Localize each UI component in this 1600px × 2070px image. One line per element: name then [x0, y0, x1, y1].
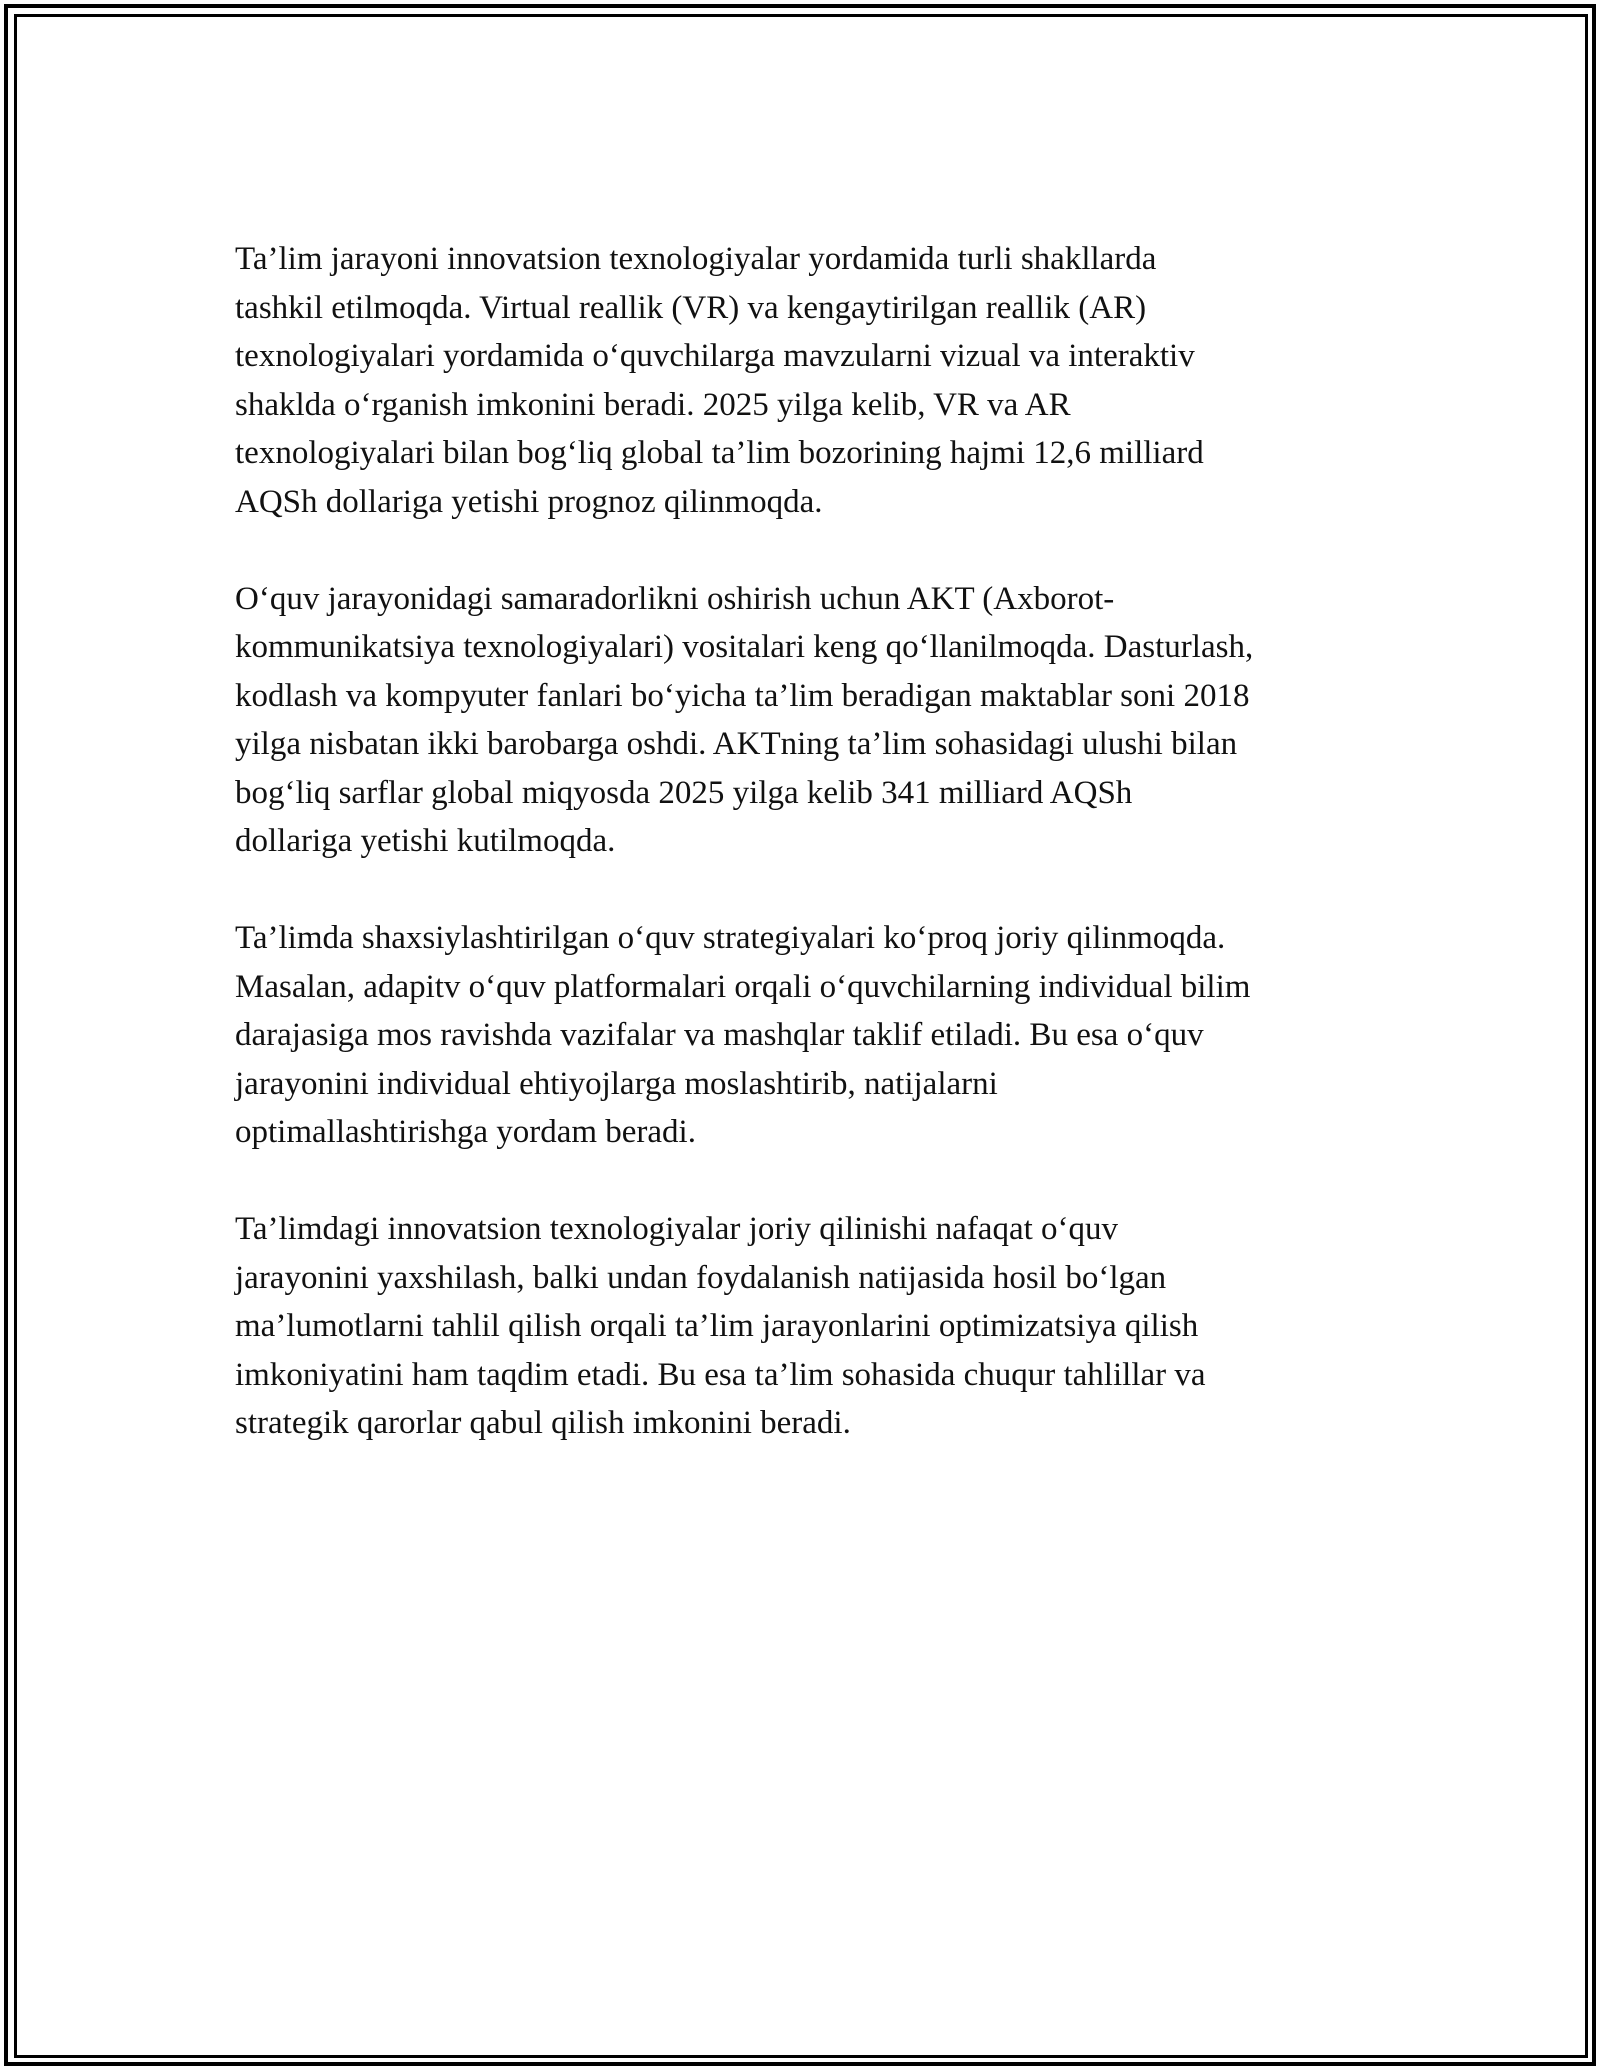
paragraph-data-analysis: Ta’limdagi innovatsion texnologiyalar joriy qilinishi nafaqat o‘quv jarayonini yaxshilash, balki undan foydalanish natijasida hosil bo‘lgan ma’lumotlarni tahlil qilish orqali ta’lim jarayonlarini optimizatsiya qilish imkoniyatini ham taqdim etadi. Bu esa ta’lim sohasida chuqur tahlillar va strategik qarorlar qabul qilish imkonini beradi.	[235, 1211, 1206, 1441]
paragraph-vr-ar: Ta’lim jarayoni innovatsion texnologiyalar yordamida turli shakllarda tashkil etilmoqda. Virtual reallik (VR) va kengaytirilgan reallik (AR) texnologiyalari yordamida o‘quvchilarga mavzularni vizual va interaktiv shaklda o‘rganish imkonini beradi. 2025 yilga kelib, VR va AR texnologiyalari bilan bog‘liq global ta’lim bozorining hajmi 12,6 milliard AQSh dollariga yetishi prognoz qilinmoqda.	[235, 241, 1204, 520]
paragraph-personalized-learning: Ta’limda shaxsiylashtirilgan o‘quv strategiyalari ko‘proq joriy qilinmoqda. Masalan, adapitv o‘quv platformalari orqali o‘quvchilarning individual bilim darajasiga mos ravishda vazifalar va mashqlar taklif etiladi. Bu esa o‘quv jarayonini individual ehtiyojlarga moslashtirib, natijalarni optimallashtirishga yordam beradi.	[235, 920, 1251, 1150]
paragraph-akt: O‘quv jarayonidagi samaradorlikni oshirish uchun AKT (Axborot- kommunikatsiya texnologiyalari) vositalari keng qo‘llanilmoqda. Dasturlash, kodlash va kompyuter fanlari bo‘yicha ta’lim beradigan maktablar soni 2018 yilga nisbatan ikki barobarga oshdi. AKTning ta’lim sohasidagi ulushi bilan bog‘liq sarflar global miqyosda 2025 yilga kelib 341 milliard AQSh dollariga yetishi kutilmoqda.	[235, 580, 1254, 859]
document-body	[235, 235, 1385, 1496]
